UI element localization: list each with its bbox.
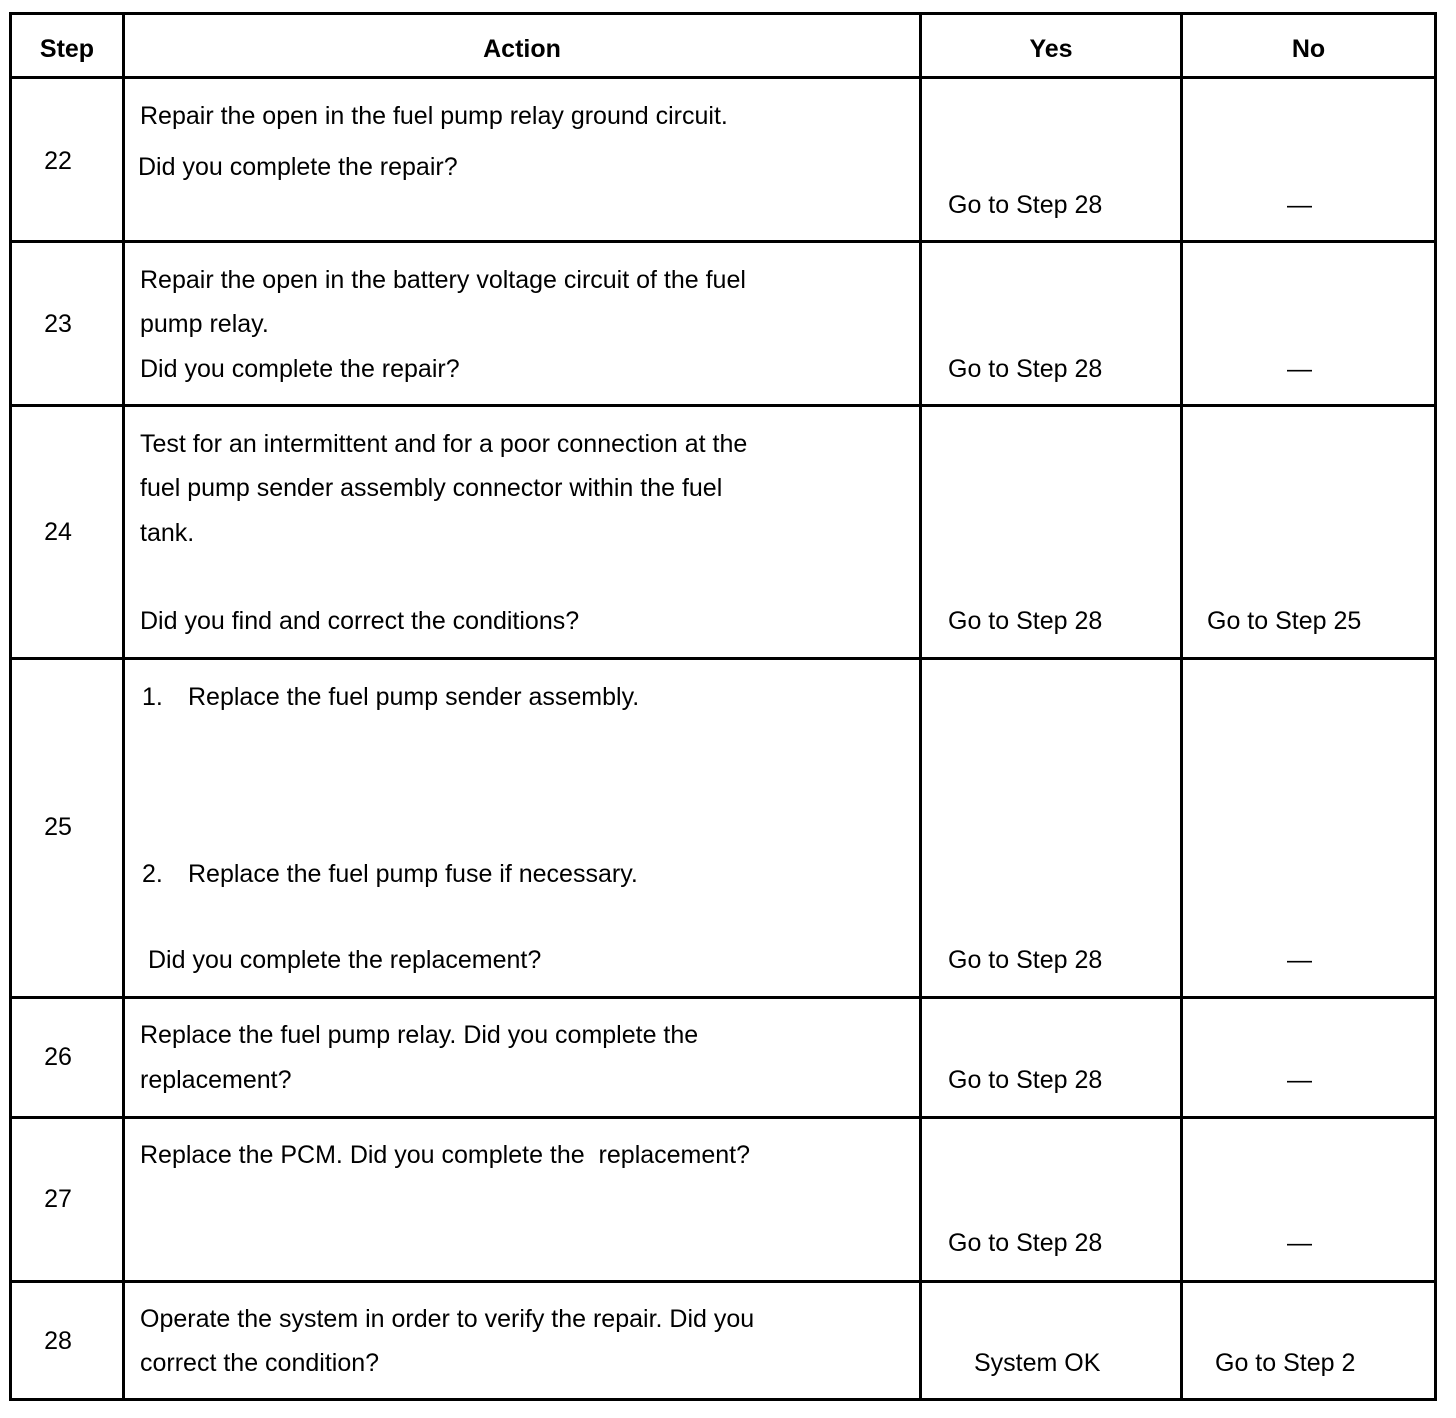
table-rule — [1434, 12, 1437, 1401]
yes-outcome: Go to Step 28 — [948, 191, 1103, 219]
action-text: Operate the system in order to verify the repair. Did you — [140, 1305, 755, 1333]
action-text: pump relay. — [140, 310, 269, 338]
header-yes: Yes — [1029, 35, 1073, 63]
action-text: Did you find and correct the conditions? — [140, 607, 580, 635]
action-text: replacement? — [140, 1066, 292, 1094]
step-number: 26 — [44, 1043, 72, 1071]
action-text: tank. — [140, 519, 195, 547]
list-number: 2. — [142, 860, 163, 888]
list-number: 1. — [142, 683, 163, 711]
table-rule — [9, 1398, 1437, 1401]
yes-outcome: Go to Step 28 — [948, 355, 1103, 383]
action-text: Replace the fuel pump fuse if necessary. — [188, 860, 638, 888]
table-rule — [1180, 12, 1183, 1401]
step-number: 27 — [44, 1185, 72, 1213]
yes-outcome: Go to Step 28 — [948, 1066, 1103, 1094]
header-action: Action — [483, 35, 561, 63]
no-outcome: — — [1287, 191, 1312, 219]
table-rule — [9, 76, 1437, 79]
header-no: No — [1291, 35, 1326, 63]
action-text: fuel pump sender assembly connector within the fuel — [140, 474, 723, 502]
step-number: 23 — [44, 310, 72, 338]
table-rule — [9, 404, 1437, 407]
action-text: Did you complete the repair? — [140, 355, 460, 383]
step-number: 25 — [44, 813, 72, 841]
action-text: Did you complete the repair? — [138, 153, 458, 181]
step-number: 24 — [44, 518, 72, 546]
yes-outcome: Go to Step 28 — [948, 946, 1103, 974]
table-rule — [122, 12, 125, 1401]
action-text: Did you complete the replacement? — [148, 946, 542, 974]
yes-outcome: Go to Step 28 — [948, 1229, 1103, 1257]
table-rule — [9, 240, 1437, 243]
yes-outcome: System OK — [974, 1349, 1101, 1377]
table-rule — [9, 996, 1437, 999]
no-outcome: — — [1287, 1066, 1312, 1094]
action-text: Repair the open in the fuel pump relay ground circuit. — [140, 102, 728, 130]
step-number: 28 — [44, 1327, 72, 1355]
yes-outcome: Go to Step 28 — [948, 607, 1103, 635]
action-text: Test for an intermittent and for a poor connection at the — [140, 430, 748, 458]
table-rule — [9, 12, 1437, 15]
header-step: Step — [39, 35, 95, 63]
table-rule — [919, 12, 922, 1401]
action-text: Replace the fuel pump sender assembly. — [188, 683, 640, 711]
no-outcome: Go to Step 2 — [1215, 1349, 1356, 1377]
table-rule — [9, 1280, 1437, 1283]
table-rule — [9, 657, 1437, 660]
action-text: Replace the PCM. Did you complete the replacement? — [140, 1141, 751, 1169]
no-outcome: Go to Step 25 — [1207, 607, 1362, 635]
step-number: 22 — [44, 147, 72, 175]
no-outcome: — — [1287, 355, 1312, 383]
action-text: correct the condition? — [140, 1349, 380, 1377]
no-outcome: — — [1287, 946, 1312, 974]
action-text: Repair the open in the battery voltage circuit of the fuel — [140, 266, 746, 294]
action-text: Replace the fuel pump relay. Did you complete the — [140, 1021, 699, 1049]
table-rule — [9, 1116, 1437, 1119]
no-outcome: — — [1287, 1229, 1312, 1257]
